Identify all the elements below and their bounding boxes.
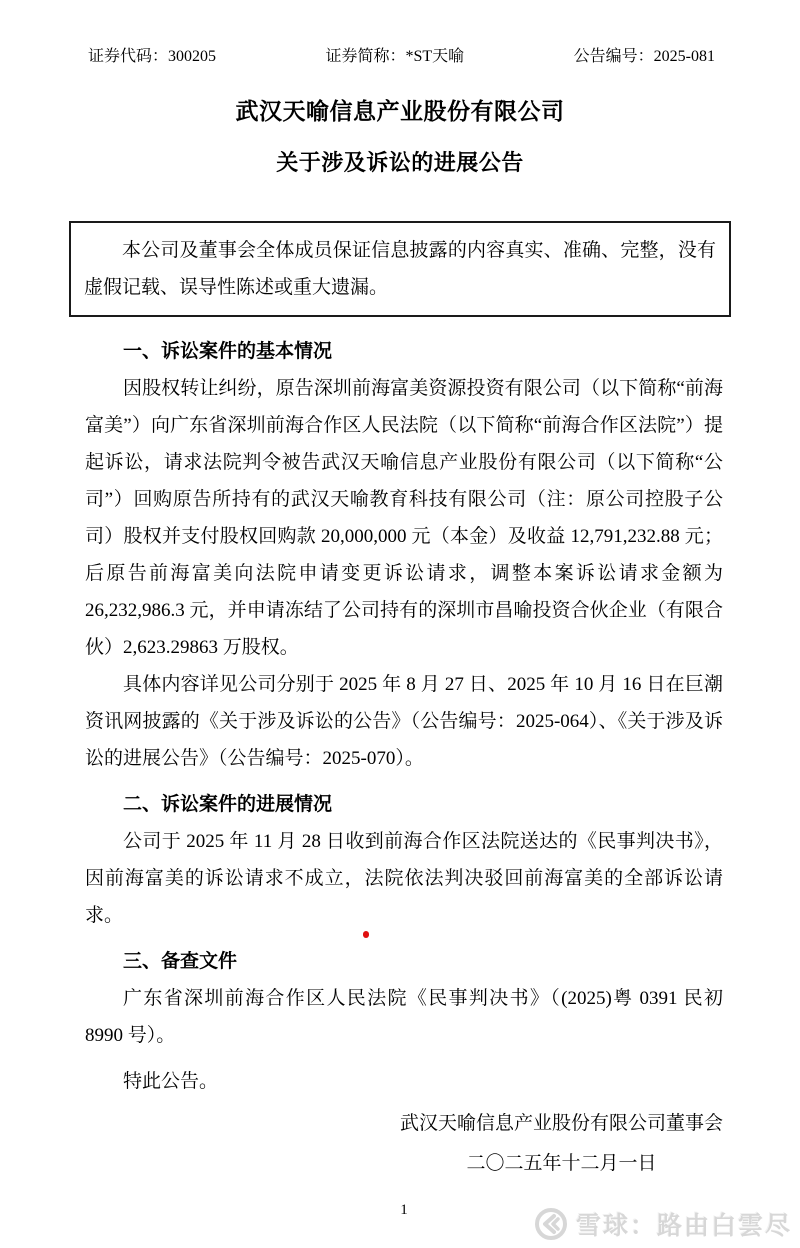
- stock-code: 证券代码：300205: [88, 48, 217, 65]
- watermark-text: 雪球：路由白雲尽: [575, 1212, 792, 1240]
- section-1-heading: 一、诉讼案件的基本情况: [123, 341, 333, 362]
- xueqiu-snowball-icon: [534, 1207, 568, 1241]
- signature-company: 武汉天喻信息产业股份有限公司董事会: [399, 1113, 723, 1134]
- section-2-heading: 二、诉讼案件的进展情况: [123, 794, 333, 815]
- declaration-box: [69, 221, 731, 317]
- judgment-highlight-underlined: 法院依法判决驳回前海富美的全部诉讼请求。: [85, 868, 723, 926]
- section-3-paragraph: 广东省深圳前海合作区人民法院《民事判决书》（(2025)粤 0391 民初 8990 号）。: [85, 988, 723, 1046]
- declaration-text: 本公司及董事会全体成员保证信息披露的内容真实、准确、完整，没有虚假记载、误导性陈述或重大遗漏。: [84, 240, 716, 298]
- section-1-paragraph-2: 具体内容详见公司分别于 2025 年 8 月 27 日、2025 年 10 月 16 日在巨潮资讯网披露的《关于涉及诉讼的公告》（公告编号：2025-064）、《关于涉及诉讼的进展公告》（公告编号：2025-070）。: [85, 674, 723, 769]
- section-3-heading: 三、备查文件: [123, 951, 238, 972]
- announcement-page: [0, 46, 800, 1248]
- signature-block: [400, 1104, 723, 1184]
- page-number: 1: [400, 1202, 408, 1218]
- signature-row: [85, 1104, 723, 1184]
- closing-statement: 特此公告。: [123, 1071, 219, 1092]
- stock-abbreviation: 证券简称：*ST天喻: [325, 48, 465, 65]
- progress-text: 公司于 2025 年 11 月 28 日收到前海合作区法院送达的《民事判决书》，因前海富美的诉讼请求不成立，: [85, 831, 723, 889]
- document-header: [88, 46, 715, 68]
- watermark: [534, 1206, 792, 1242]
- signature-date: 二〇二五年十二月一日: [466, 1153, 657, 1174]
- document-body: [85, 333, 723, 1229]
- announcement-subtitle: 关于涉及诉讼的进展公告: [276, 150, 524, 175]
- section-2-paragraph: [85, 823, 723, 934]
- company-title: 武汉天喻信息产业股份有限公司: [235, 99, 565, 124]
- announcement-number: 公告编号：2025-081: [573, 48, 715, 65]
- section-1-paragraph-1: 因股权转让纠纷，原告深圳前海富美资源投资有限公司（以下简称“前海富美”）向广东省深圳前海合作区人民法院（以下简称“前海合作区法院”）提起诉讼，请求法院判令被告武汉天喻信息产业股份有限公司（以下简称“公司”）回购原告所持有的武汉天喻教育科技有限公司（注：原公司控股子公司）股权并支付股权回购款 20,000,000 元（本金）及收益 12,791,232.88 元；后原告前海富美向法院申请变更诉讼请求，调整本案诉讼请求金额为 26,232,986.3 元，并申请冻结了公司持有的深圳市昌喻投资合伙企业（有限合伙）2,623.29863 万股权。: [85, 378, 723, 658]
